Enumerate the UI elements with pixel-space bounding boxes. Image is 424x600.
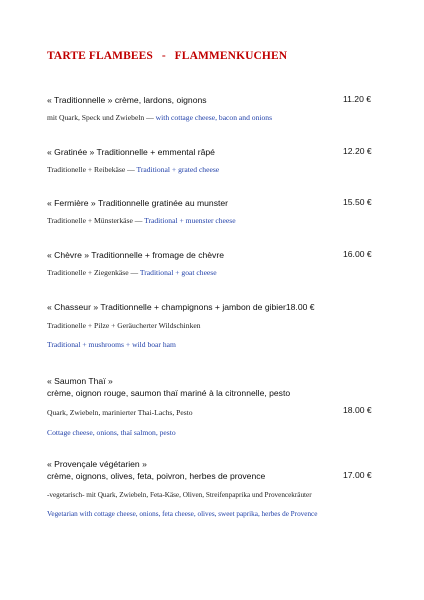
item-name: « Gratinée » Traditionnelle + emmental râpé [47, 147, 215, 157]
item-english: with cottage cheese, bacon and onions [155, 113, 273, 122]
item-description: crème, oignon rouge, saumon thaï mariné à la citronnelle, pesto [47, 388, 291, 398]
item-german: Traditionelle + Pilze + Geräucherter Wildschinken [47, 321, 201, 330]
item-english: Traditional + grated cheese [136, 165, 220, 174]
dash-separator: — [127, 165, 135, 174]
item-english: Cottage cheese, onions, thaï salmon, pesto [47, 428, 176, 437]
item-english: Traditional + goat cheese [139, 268, 217, 277]
item-description: crème, oignons, olives, feta, poivron, herbes de provence [47, 471, 266, 481]
dash-separator: — [146, 113, 154, 122]
item-translations [47, 164, 377, 176]
item-german: mit Quark, Speck und Zwiebeln [47, 113, 145, 122]
item-price: 15.50 € [343, 197, 372, 207]
item-english: Traditional + mushrooms + wild boar ham [47, 340, 176, 349]
item-price-inline: 18.00 € [285, 302, 315, 312]
menu-title: TARTE FLAMBEES - FLAMMENKUCHEN [47, 50, 288, 62]
dash-separator: — [130, 268, 139, 277]
item-price: 11.20 € [343, 94, 372, 104]
item-price: 17.00 € [343, 470, 372, 480]
item-german: -vegetarisch- mit Quark, Zwiebeln, Feta-Käse, Oliven, Streifenpaprika und Provencekräuter [47, 491, 312, 499]
item-name: « Chasseur » Traditionnelle + champignons + jambon de gibier [47, 302, 286, 312]
item-translations [47, 267, 377, 279]
item-translations [47, 215, 377, 227]
item-german: Traditionelle + Ziegenkäse [47, 268, 129, 277]
menu-item-saumon-thai [47, 375, 377, 439]
item-name-row [47, 301, 367, 313]
item-name: « Chèvre » Traditionnelle + fromage de chèvre [47, 250, 224, 260]
item-name: « Fermière » Traditionnelle gratinée au munster [47, 198, 229, 208]
dash-separator: — [134, 216, 143, 225]
item-price: 16.00 € [343, 249, 372, 259]
item-english: Vegetarian with cottage cheese, onions, feta cheese, olives, sweet paprika, herbes de Provence [47, 510, 318, 518]
item-name: « Provençale végétarien » [47, 459, 147, 469]
item-price: 18.00 € [343, 405, 372, 415]
menu-item-chevre [47, 249, 377, 279]
menu-item-gratinee [47, 146, 377, 176]
menu-item-chasseur [47, 301, 367, 351]
menu-item-provencale [47, 458, 377, 520]
menu-item-traditionnelle [47, 94, 377, 124]
item-english: Traditional + muenster cheese [144, 216, 236, 225]
item-name: « Traditionnelle » crème, lardons, oignons [47, 95, 207, 105]
item-translations [47, 112, 377, 124]
item-name: « Saumon Thaï » [47, 376, 113, 386]
item-german: Quark, Zwiebeln, marinierter Thai-Lachs, Pesto [47, 408, 193, 417]
item-german: Traditionelle + Münsterkäse [47, 216, 133, 225]
item-german: Traditionelle + Reibekäse [47, 165, 126, 174]
item-price: 12.20 € [343, 146, 372, 156]
menu-item-fermiere [47, 197, 377, 227]
